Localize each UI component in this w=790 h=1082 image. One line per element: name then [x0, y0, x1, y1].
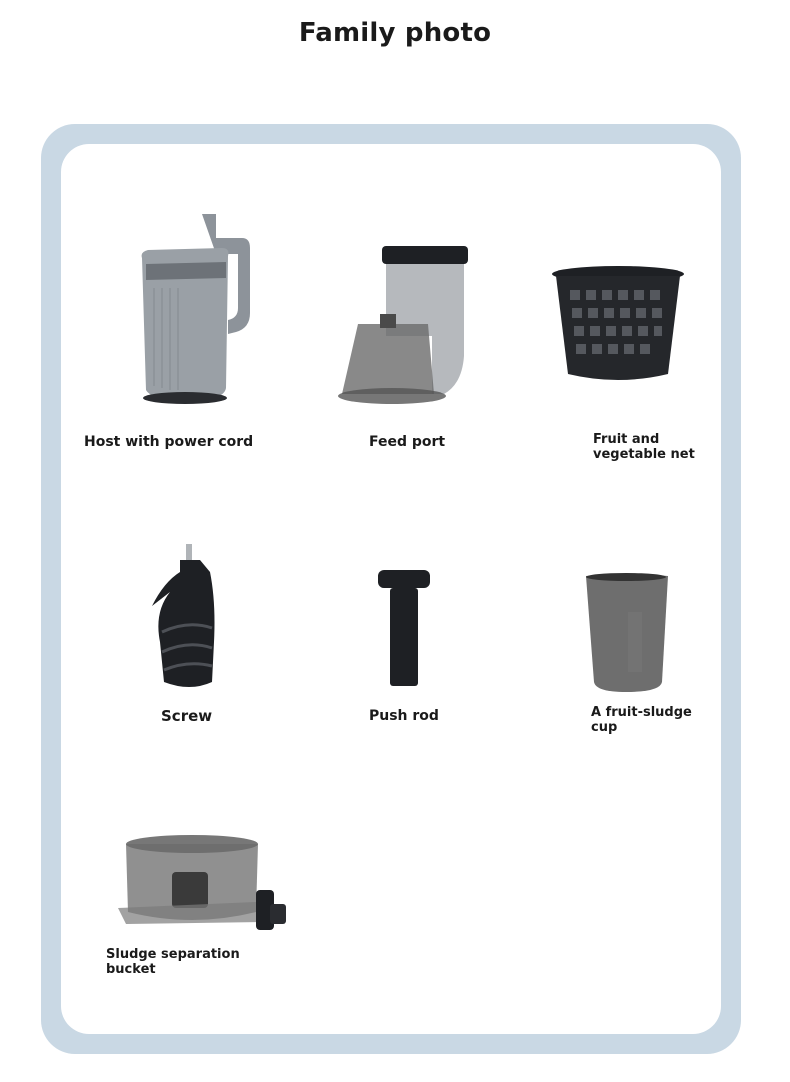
juicer-base-icon: [132, 208, 257, 408]
pulp-cup-icon: [584, 572, 670, 696]
page-title: Family photo: [298, 18, 492, 48]
part-label: Sludge separation bucket: [106, 947, 240, 977]
filter-basket-icon: [550, 264, 690, 386]
auger-screw-icon: [150, 542, 230, 692]
part-label: Fruit and vegetable net: [593, 432, 695, 462]
part-label: Push rod: [369, 708, 439, 724]
part-label: Screw: [161, 707, 213, 725]
part-label: A fruit-sludge cup: [591, 705, 692, 735]
feed-chamber-icon: [336, 244, 476, 406]
separation-bowl-icon: [116, 832, 291, 942]
part-label: Host with power cord: [84, 434, 254, 450]
push-rod-icon: [376, 568, 432, 688]
part-label: Feed port: [369, 434, 446, 450]
